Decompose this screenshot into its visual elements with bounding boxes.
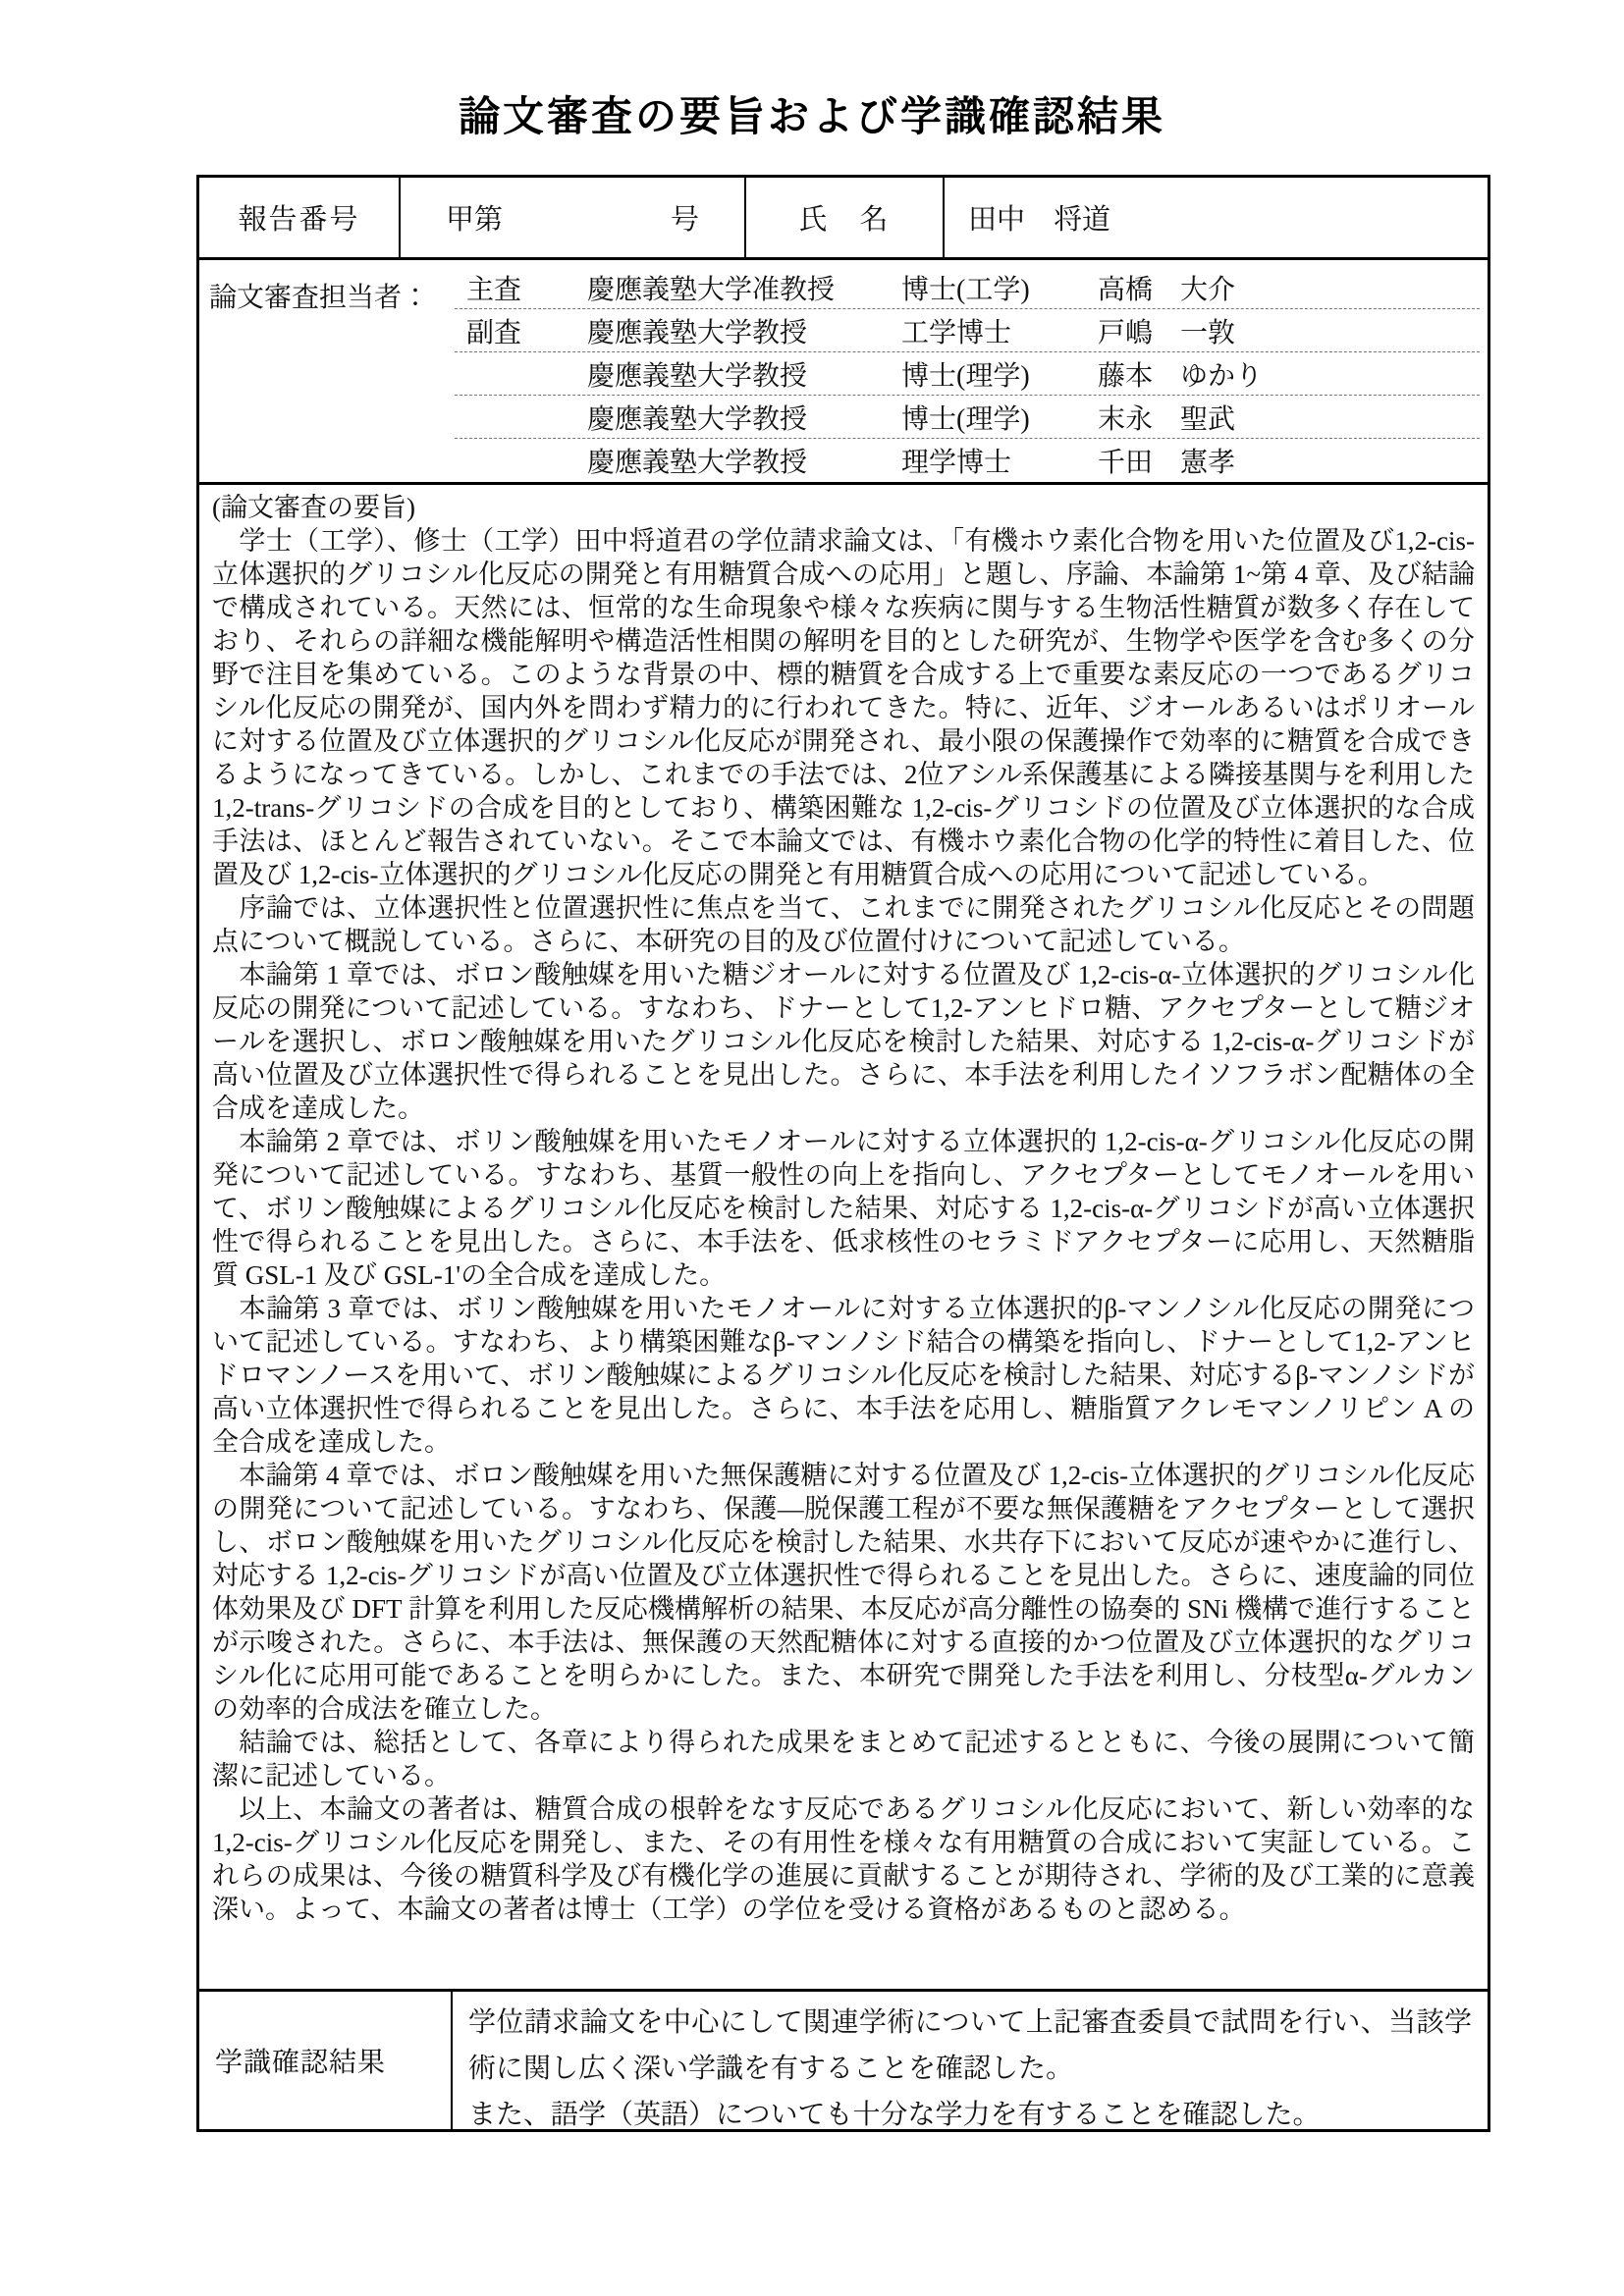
summary-section xyxy=(199,485,1488,1992)
examiner-degree: 博士(理学) xyxy=(901,403,1030,435)
summary-paragraph: 本論第 2 章では、ボリン酸触媒を用いたモノオールに対する立体選択的 1,2-cis-α-グリコシル化反応の開発について記述している。すなわち、基質一般性の向上を指向し、アクセプターとしてモノオールを用いて、ボリン酸触媒によるグリコシル化反応を検討した結果、対応する 1,2-cis-α-グリコシドが高い立体選択性で得られることを見出した。さらに、本手法を、低求核性のセラミドアクセプターに応用し、天然糖脂質 GSL-1 及び GSL-1'の全合成を達成した。 xyxy=(212,1127,1475,1290)
examiners-list xyxy=(455,266,1480,482)
examiner-name: 千田 憲孝 xyxy=(1098,448,1236,478)
summary-paragraph: 以上、本論文の著者は、糖質合成の根幹をなす反応であるグリコシル化反応において、新しい効率的な1,2-cis-グリコシル化反応を開発し、また、その有用性を様々な有用糖質の合成において実証している。これらの成果は、今後の糖質科学及び有機化学の進展に貢献することが期待され、学術的及び工業的に意義深い。よって、本論文の著者は博士（工学）の学位を受ける資格があるものと認める。 xyxy=(212,1794,1475,1924)
examiner-name: 末永 聖武 xyxy=(1098,403,1236,435)
examiner-degree: 博士(理学) xyxy=(901,360,1030,392)
summary-paragraph: 本論第 4 章では、ボロン酸触媒を用いた無保護糖に対する位置及び 1,2-cis-立体選択的グリコシル化反応の開発について記述している。すなわち、保護―脱保護工程が不要な無保護糖をアクセプターとして選択し、ボロン酸触媒を用いたグリコシル化反応を検討した結果、水共存下において反応が速やかに進行し、対応する 1,2-cis-グリコシドが高い位置及び立体選択性で得られることを見出した。さらに、速度論的同位体効果及び DFT 計算を利用した反応機構解析の結果、本反応が高分離性の協奏的 SNi 機構で進行することが示唆された。さらに、本手法は、無保護の天然配糖体に対する直接的かつ位置及び立体選択的なグリコシル化に応用可能であることを明らかにした。また、本研究で開発した手法を利用し、分枝型α-グルカンの効率的合成法を確立した。 xyxy=(212,1461,1475,1724)
examiner-degree: 理学博士 xyxy=(901,448,1012,478)
examiner-name: 高橋 大介 xyxy=(1098,274,1236,305)
summary-paragraph: 学士（工学）、修士（工学）田中将道君の学位請求論文は、「有機ホウ素化合物を用いた位置及び1,2-cis-立体選択的グリコシル化反応の開発と有用糖質合成への応用」と題し、序論、本論第 1~第 4 章、及び結論で構成されている。天然には、恒常的な生命現象や様々な疾病に関与する生物活性糖質が数多く存在しており、それらの詳細な機能解明や構造活性相関の解明を目的とした研究が、生物学や医学を含む多くの分野で注目を集めている。このような背景の中、標的糖質を合成する上で重要な素反応の一つであるグリコシル化反応の開発が、国内外を問わず精力的に行われてきた。特に、近年、ジオールあるいはポリオールに対する位置及び立体選択的グリコシル化反応が開発され、最小限の保護操作で効率的に糖質を合成できるようになってきている。しかし、これまでの手法では、2位アシル系保護基による隣接基関与を利用した1,2-trans-グリコシドの合成を目的としており、構築困難な 1,2-cis-グリコシドの位置及び立体選択的な合成手法は、ほとんど報告されていない。そこで本論文では、有機ホウ素化合物の化学的特性に着目した、位置及び 1,2-cis-立体選択的グリコシル化反応の開発と有用糖質合成への応用について記述している。 xyxy=(212,526,1475,889)
confirmation-line: 学位請求論文を中心にして関連学術について上記審査委員で試問を行い、当該学術に関し広く深い学識を有することを確認した。 xyxy=(468,2007,1472,2084)
examiner-degree: 工学博士 xyxy=(901,317,1012,348)
report-number-suffix: 号 xyxy=(670,204,699,236)
name-value: 田中 将道 xyxy=(968,204,1111,236)
report-number-value xyxy=(401,178,746,257)
examiner-affiliation: 慶應義塾大学教授 xyxy=(587,403,808,435)
examiner-row xyxy=(455,352,1480,396)
examiner-degree: 博士(工学) xyxy=(901,274,1030,305)
summary-paragraph: 本論第 1 章では、ボロン酸触媒を用いた糖ジオールに対する位置及び 1,2-cis-α-立体選択的グリコシル化反応の開発について記述している。すなわち、ドナーとして1,2-アンヒドロ糖、アクセプターとして糖ジオールを選択し、ボロン酸触媒を用いたグリコシル化反応を検討した結果、対応する 1,2-cis-α-グリコシドが高い位置及び立体選択性で得られることを見出した。さらに、本手法を利用したイソフラボン配糖体の全合成を達成した。 xyxy=(212,960,1475,1123)
report-table xyxy=(196,175,1490,2132)
examiner-affiliation: 慶應義塾大学教授 xyxy=(587,317,808,348)
report-number-label: 報告番号 xyxy=(199,178,401,257)
examiner-row xyxy=(455,266,1480,309)
summary-heading: (論文審査の要旨) xyxy=(212,493,415,522)
summary-paragraph: 結論では、総括として、各章により得られた成果をまとめて記述するとともに、今後の展開について簡潔に記述している。 xyxy=(212,1728,1475,1790)
examiner-affiliation: 慶應義塾大学准教授 xyxy=(587,274,836,305)
examiner-affiliation: 慶應義塾大学教授 xyxy=(587,360,808,392)
examiner-name: 戸嶋 一敦 xyxy=(1098,317,1236,348)
examiner-row xyxy=(455,309,1480,352)
examiner-row xyxy=(455,396,1480,439)
summary-paragraph: 本論第 3 章では、ボリン酸触媒を用いたモノオールに対する立体選択的β-マンノシル化反応の開発について記述している。すなわち、より構築困難なβ-マンノシド結合の構築を指向し、ドナーとして1,2-アンヒドロマンノースを用いて、ボリン酸触媒によるグリコシル化反応を検討した結果、対応するβ-マンノシドが高い立体選択性で得られることを見出した。さらに、本手法を応用し、糖脂質アクレモマンノリピン A の全合成を達成した。 xyxy=(212,1294,1475,1457)
examiner-row xyxy=(455,439,1480,482)
examiners-label: 論文審査担当者： xyxy=(209,283,430,313)
examiner-role: 主査 xyxy=(466,274,522,305)
page-title: 論文審査の要旨および学識確認結果 xyxy=(458,95,1165,140)
confirmation-label: 学識確認結果 xyxy=(199,1992,453,2129)
confirmation-text xyxy=(453,1992,1488,2129)
report-header-row xyxy=(199,178,1488,260)
confirmation-line: また、語学（英語）についても十分な学力を有することを確認した。 xyxy=(468,2100,1321,2130)
summary-paragraph: 序論では、立体選択性と位置選択性に焦点を当て、これまでに開発されたグリコシル化反応とその問題点について概説している。さらに、本研究の目的及び位置付けについて記述している。 xyxy=(212,893,1475,956)
examiner-name: 藤本 ゆかり xyxy=(1098,360,1264,392)
examiner-role: 副査 xyxy=(466,317,522,348)
examiner-affiliation: 慶應義塾大学教授 xyxy=(587,448,808,478)
examiners-section xyxy=(199,260,1488,485)
report-number-prefix: 甲第 xyxy=(446,204,504,236)
name-label: 氏 名 xyxy=(746,178,945,257)
confirmation-section xyxy=(199,1992,1488,2129)
